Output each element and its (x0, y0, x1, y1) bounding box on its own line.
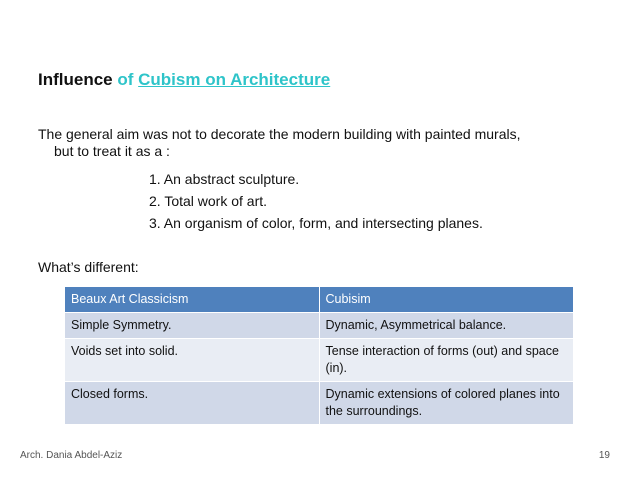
table-cell: Dynamic extensions of colored planes into the surroundings. (319, 382, 574, 425)
table-row (65, 382, 574, 425)
table-cell: Closed forms. (65, 382, 320, 425)
page-number: 19 (598, 450, 610, 461)
table-cell: Voids set into solid. (65, 339, 320, 382)
numbered-list (149, 168, 483, 234)
table-row (65, 313, 574, 339)
intro-line-2: but to treat it as a : (54, 143, 170, 159)
table-row (65, 339, 574, 382)
differences-heading: What’s different: (38, 259, 139, 275)
table-header-row (65, 287, 574, 313)
list-item: 2. Total work of art. (149, 193, 268, 209)
footer-author: Arch. Dania Abdel-Aziz (20, 450, 123, 461)
intro-paragraph (38, 126, 608, 160)
list-item: 1. An abstract sculpture. (149, 171, 300, 187)
header-cubism: Cubisim (319, 287, 574, 313)
table-cell: Dynamic, Asymmetrical balance. (319, 313, 574, 339)
title-of: of (117, 70, 134, 89)
slide-title (38, 70, 330, 90)
table-cell: Simple Symmetry. (65, 313, 320, 339)
intro-line-1: The general aim was not to decorate the modern building with painted murals, (38, 126, 521, 142)
title-influence: Influence (38, 70, 113, 89)
title-cubism-link[interactable]: Cubism on Architecture (138, 70, 331, 89)
list-item: 3. An organism of color, form, and intersecting planes. (149, 215, 483, 231)
table-cell: Tense interaction of forms (out) and space (in). (319, 339, 574, 382)
comparison-table (64, 286, 574, 425)
header-beaux-art: Beaux Art Classicism (65, 287, 320, 313)
